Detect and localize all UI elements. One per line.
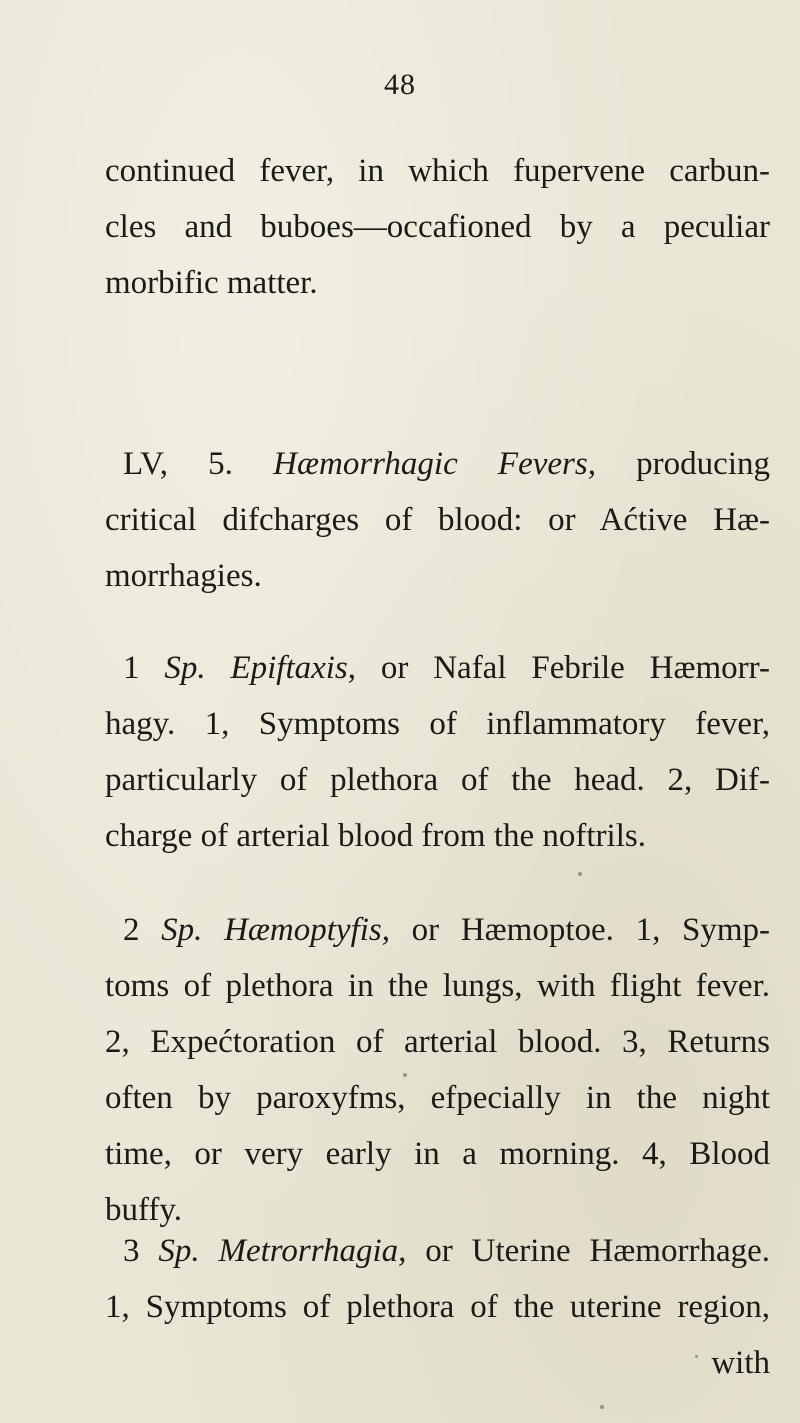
- text-line: time, or very early in a morning. 4, Blood: [105, 1136, 770, 1172]
- italic-term: Sp. Epiftaxis,: [164, 650, 357, 686]
- heading-line: [105, 1223, 770, 1279]
- lead-rest: or Nafal Febrile Hæmorr-: [356, 650, 770, 686]
- paragraph-haemoptysis: [105, 902, 770, 1238]
- page-number: 48: [384, 68, 416, 101]
- text-line: toms of plethora in the lungs, with flight fever.: [105, 968, 770, 1004]
- paper-speck: [578, 872, 582, 876]
- catchword: with: [711, 1345, 770, 1381]
- lead-text: 3: [123, 1233, 159, 1269]
- paragraph-metrorrhagia: [105, 1223, 770, 1391]
- lead-rest: or Hæmoptoe. 1, Symp-: [390, 912, 771, 948]
- paper-speck: [695, 1355, 698, 1358]
- paragraph-epistaxis: [105, 640, 770, 864]
- paper-speck: [600, 1405, 604, 1409]
- lead-rest: or Uterine Hæmorrhage.: [406, 1233, 770, 1269]
- paper-speck: [403, 1073, 407, 1077]
- heading-line: [105, 640, 770, 696]
- lead-text: LV, 5.: [123, 446, 274, 482]
- italic-term: Sp. Hæmoptyfis,: [161, 912, 391, 948]
- lead-rest: producing: [595, 446, 770, 482]
- text-line: continued fever, in which fupervene carbun-: [105, 153, 770, 189]
- paragraph-continued-fever: [105, 143, 770, 311]
- text-line: critical difcharges of blood: or Aćtive Hæ-: [105, 502, 770, 538]
- lead-text: 1: [123, 650, 165, 686]
- heading-line: [105, 902, 770, 958]
- text-line: buffy.: [105, 1192, 182, 1228]
- text-line: charge of arterial blood from the noftrils.: [105, 818, 646, 854]
- italic-term: Hæmorrhagic Fevers,: [273, 446, 596, 482]
- text-line: 1, Symptoms of plethora of the uterine region,: [105, 1289, 770, 1325]
- paragraph-haemorrhagic-fevers: [105, 436, 770, 604]
- text-line: cles and buboes—occafioned by a peculiar: [105, 209, 770, 245]
- text-line: morrhagies.: [105, 558, 262, 594]
- text-line: particularly of plethora of the head. 2, Dif-: [105, 762, 770, 798]
- text-line: morbific matter.: [105, 265, 318, 301]
- text-line: often by paroxyfms, efpecially in the night: [105, 1080, 770, 1116]
- text-line: 2, Expećtoration of arterial blood. 3, Returns: [105, 1024, 770, 1060]
- lead-text: 2: [123, 912, 162, 948]
- heading-line: [105, 436, 770, 492]
- text-line: hagy. 1, Symptoms of inflammatory fever,: [105, 706, 770, 742]
- italic-term: Sp. Metrorrhagia,: [158, 1233, 407, 1269]
